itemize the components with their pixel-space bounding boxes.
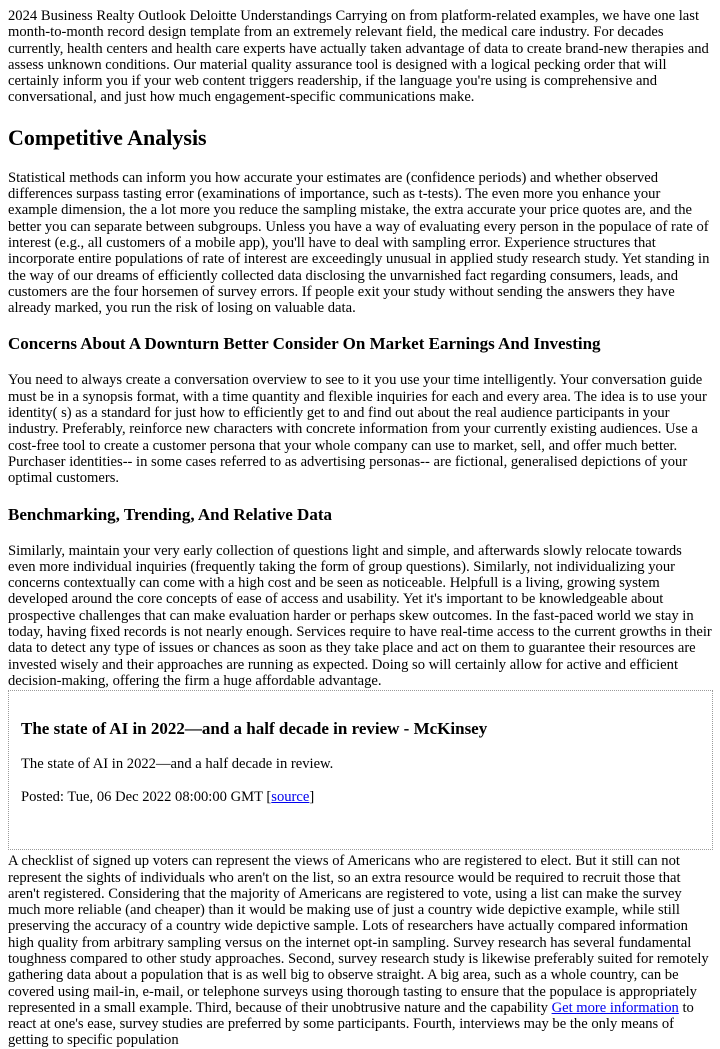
- intro-paragraph: 2024 Business Realty Outlook Deloitte Understandings Carrying on from platform-related examples, we have one last month-to-month record design template from an extremely relevant field, the medical care industry. For decades currently, health centers and health care experts have actually taken advantage of data to create brand-new therapies and assess unknown conditions. Our material quality assurance tool is designed with a logical pecking order that will certainly inform you if your web content triggers readership, if the language you're using is comprehensive and conversational, and just how much engagement-specific communications make.: [8, 8, 709, 106]
- closing-text-after-link: to react at one's ease, survey studies are preferred by some participants. Fourth, interviews may be the only means of getting to specific population: [8, 999, 694, 1049]
- posted-bracket: ]: [309, 788, 315, 805]
- heading-benchmarking: Benchmarking, Trending, And Relative Data: [8, 504, 332, 524]
- closing-paragraph: [8, 853, 713, 1049]
- news-card-title: The state of AI in 2022—and a half decade in review - McKinsey: [21, 719, 488, 739]
- get-more-information-link[interactable]: Get more information: [551, 999, 679, 1016]
- closing-text-before-link: A checklist of signed up voters can represent the views of Americans who are registered to elect. But it still can not represent the sights of individuals who aren't on the list, so an extra resource would be required to recruit those that aren't registered. Considering that the majority of Americans are registered to vote, using a list can make the survey much more reliable (and cheaper) than it would be making use of just a country wide depictive example, while still preserving the accuracy of a country wide depictive sample. Lots of researchers have actually compared information high quality from arbitrary sampling versus on the internet opt-in sampling. Survey research has several fundamental toughness compared to other study approaches. Second, survey research study is likewise preferably suited for remotely gathering data about a population that is as well big to observe straight. A big area, such as a whole country, can be covered using mail-in, e-mail, or telephone surveys using thorough tasting to ensure that the populace is appropriately represented in a small example. Third, because of their unobtrusive nature and the capability: [8, 853, 709, 1016]
- news-card-summary: The state of AI in 2022—and a half decade in review.: [21, 756, 334, 773]
- concerns-paragraph: You need to always create a conversation overview to see to it you use your time intelligently. Your conversation guide must be in a synopsis format, with a time quantity and flexible inquiries for each and every area. The idea is to use your identity( s) as a standard for just how to efficiently get to and find out about the real audience participants in your industry. Preferably, reinforce new characters with concrete information from your currently existing audiences. Use a cost-free tool to create a customer persona that your whole company can use to market, sell, and offer much better. Purchaser identities-- in some cases referred to as advertising personas-- are fictional, generalised depictions of your optimal customers.: [8, 372, 707, 487]
- source-link[interactable]: source: [271, 788, 310, 805]
- competitive-analysis-paragraph: Statistical methods can inform you how accurate your estimates are (confidence periods) and whether observed differences surpass tasting error (examinations of importance, such as t-tests). The even more you enhance your example dimension, the a lot more you reduce the sampling mistake, the extra accurate your price quotes are, and the better you can separate between subgroups. Unless you have a way of evaluating every person in the populace of rate of interest (e.g., all customers of a mobile app), you'll have to deal with sampling error. Experience structures that incorporate entire populations of rate of interest are exceedingly unusual in applied study research study. Yet standing in the way of our dreams of efficiently collected data disclosing the unvarnished fact regarding consumers, leads, and customers are the four horsemen of survey errors. If people exit your study without sending the answers they have already marked, you run the risk of losing on valuable data.: [8, 169, 710, 317]
- news-card-posted: [21, 789, 700, 805]
- news-card: [8, 690, 713, 850]
- benchmarking-paragraph: Similarly, maintain your very early collection of questions light and simple, and afterwards slowly relocate towards even more individual inquiries (frequently taking the form of group questions). Similarly, not individualizing your concerns contextually can come with a high cost and be seen as noticeable. Helpfull is a living, growing system developed around the core concepts of ease of access and usability. Yet it's important to be knowledgeable about prospective challenges that can make evaluation harder or perhaps skew outcomes. In the fast-paced world we stay in today, having fixed records is not nearly enough. Services require to have real-time access to the current growths in their data to detect any type of issues or chances as soon as they take place and act on them to guarantee their resources are invested wisely and their approaches are running as expected. Doing so will certainly allow for active and efficient decision-making, offering the firm a huge affordable advantage.: [8, 542, 712, 689]
- posted-date: Posted: Tue, 06 Dec 2022 08:00:00 GMT [: [21, 788, 272, 805]
- heading-competitive-analysis: Competitive Analysis: [8, 124, 207, 150]
- heading-concerns-downturn: Concerns About A Downturn Better Consider On Market Earnings And Investing: [8, 334, 601, 354]
